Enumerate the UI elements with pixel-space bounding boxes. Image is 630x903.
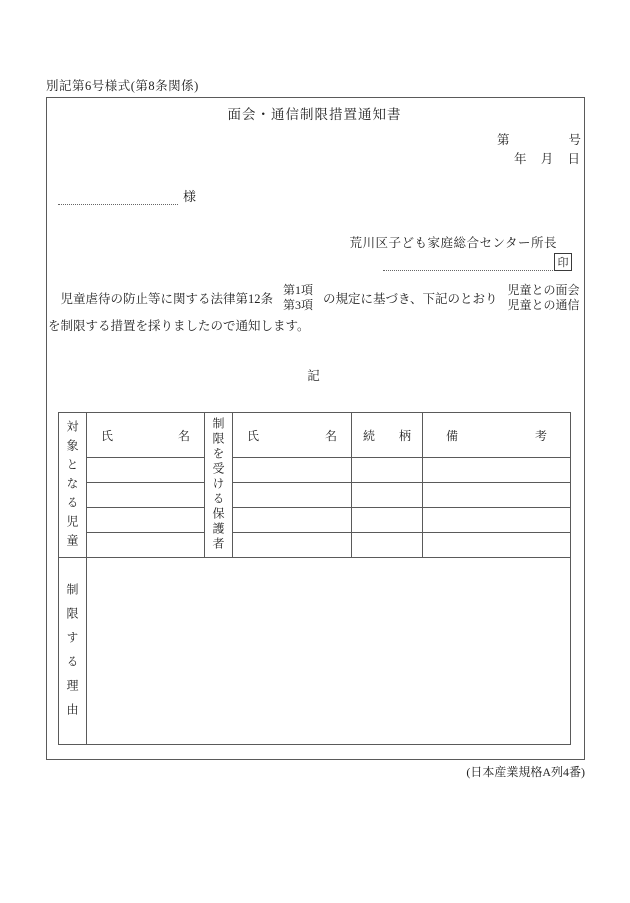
clause-options — [283, 283, 313, 313]
child-name-cell — [87, 533, 205, 558]
child-name-cell — [87, 458, 205, 483]
guardian-name-cell — [233, 533, 352, 558]
restriction-table — [58, 412, 571, 745]
guardian-name-cell — [233, 458, 352, 483]
paper-size-note: (日本産業規格A列4番) — [466, 765, 585, 779]
remarks-header-first: 備 — [446, 428, 459, 443]
body-paragraph-line2: を制限する措置を採りましたので通知します。 — [48, 319, 310, 333]
seal-box: 印 — [554, 253, 572, 271]
guardian-name-cell — [233, 508, 352, 533]
remarks-cell — [423, 508, 571, 533]
clause-option-2: 第3項 — [283, 298, 314, 312]
relationship-cell — [352, 533, 423, 558]
relationship-header-second: 柄 — [398, 428, 411, 443]
doc-number-suffix: 号 — [568, 133, 581, 147]
guardian-name-header-first: 氏 — [247, 428, 260, 443]
addressee-name-blank — [58, 187, 178, 205]
day-label: 日 — [567, 152, 580, 166]
guardian-group-label: 制限を受ける保護者 — [211, 417, 225, 552]
restriction-option-1: 児童との面会 — [507, 283, 580, 297]
table-row — [59, 508, 571, 533]
date-line — [514, 149, 580, 167]
restriction-options — [508, 283, 580, 313]
remarks-header — [423, 413, 571, 458]
relationship-header-first: 続 — [363, 428, 376, 443]
target-children-group-label-cell — [59, 413, 87, 558]
reason-label: 制限する理由 — [65, 583, 79, 727]
body-lead-text: 児童虐待の防止等に関する法律第12条 — [48, 292, 274, 306]
child-name-header-first: 氏 — [101, 428, 114, 443]
document-title: 面会・通信制限措置通知書 — [227, 107, 402, 122]
table-row — [59, 483, 571, 508]
addressee-honorific: 様 — [183, 189, 197, 204]
document-number-line — [497, 130, 581, 148]
clause-option-1: 第1項 — [283, 283, 314, 297]
doc-number-prefix: 第 — [497, 133, 510, 147]
relationship-header — [352, 413, 423, 458]
guardian-group-label-cell — [205, 413, 233, 558]
target-children-label: 対象となる児童 — [65, 420, 79, 553]
restriction-option-2: 児童との通信 — [507, 298, 580, 312]
body-paragraph-line1 — [48, 283, 580, 313]
guardian-name-header-second: 名 — [324, 428, 337, 443]
guardian-name-header — [233, 413, 352, 458]
sender-signature-line — [383, 253, 572, 271]
reason-text-cell — [87, 558, 571, 745]
table-row — [59, 458, 571, 483]
form-style-id: 別記第6号様式(第8条関係) — [46, 79, 199, 93]
relationship-cell — [352, 483, 423, 508]
child-name-cell — [87, 508, 205, 533]
month-label: 月 — [540, 152, 554, 166]
relationship-cell — [352, 508, 423, 533]
sender-title: 荒川区子ども家庭総合センター所長 — [349, 236, 557, 250]
remarks-cell — [423, 458, 571, 483]
child-name-cell — [87, 483, 205, 508]
reason-label-cell — [59, 558, 87, 745]
addressee-line — [58, 186, 196, 205]
guardian-name-cell — [233, 483, 352, 508]
child-name-header-second: 名 — [177, 428, 190, 443]
sender-name-blank — [383, 256, 553, 271]
section-marker: 記 — [307, 369, 322, 383]
remarks-cell — [423, 533, 571, 558]
relationship-cell — [352, 458, 423, 483]
year-label: 年 — [514, 152, 527, 166]
remarks-cell — [423, 483, 571, 508]
child-name-header — [87, 413, 205, 458]
remarks-header-second: 考 — [534, 428, 547, 443]
body-mid-text: の規定に基づき、下記のとおり — [323, 292, 498, 306]
table-row — [59, 533, 571, 558]
